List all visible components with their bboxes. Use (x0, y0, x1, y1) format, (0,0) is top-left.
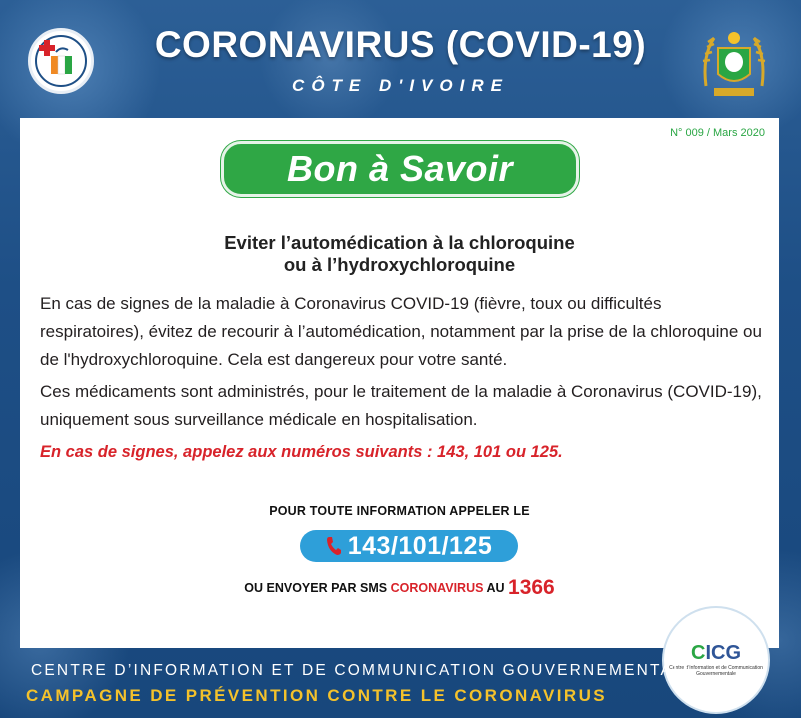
issue-number: N° 009 / Mars 2020 (670, 127, 765, 139)
paragraph-1: En cas de signes de la maladie à Coronavirus COVID-19 (fièvre, toux ou difficultés respiratoires), évitez de recourir à l’automédication, notamment par la prise de la chloroquine ou de l'hydroxychloroquine. Cela est dangereux pour votre santé. (40, 294, 762, 369)
info-call-label: POUR TOUTE INFORMATION APPELER LE (269, 504, 530, 518)
page-title: CORONAVIRUS (COVID-19) (154, 24, 647, 65)
cicg-caption: Centre d'Information et de Communication Gouvernementale (669, 665, 763, 677)
sms-middle: AU (486, 581, 505, 595)
sms-instruction (20, 576, 779, 600)
article-heading (20, 232, 779, 276)
footer-campaign: CAMPAGNE DE PRÉVENTION CONTRE LE CORONAVIRUS (26, 686, 608, 705)
emergency-alert: En cas de signes, appelez aux numéros suivants : 143, 101 ou 125. (40, 443, 563, 461)
coat-of-arms-emblem (694, 26, 774, 104)
phone-numbers-pill (300, 530, 518, 562)
sms-number: 1366 (508, 576, 555, 599)
phone-icon (326, 536, 342, 556)
heading-line-1: Eviter l’automédication à la chloroquine (224, 232, 575, 253)
footer-organization: CENTRE D’INFORMATION ET DE COMMUNICATION GOUVERNEMENTALE (31, 662, 697, 679)
bon-a-savoir-badge: Bon à Savoir (221, 141, 579, 197)
content-card (20, 118, 779, 648)
coat-of-arms-icon (694, 26, 774, 104)
sms-prefix: OU ENVOYER PAR SMS (244, 581, 388, 595)
paragraph-2: Ces médicaments sont administrés, pour le traitement de la maladie à Coronavirus (COVID-19), uniquement sous surveillance médicale en hospitalisation. (40, 382, 762, 429)
sms-keyword: CORONAVIRUS (390, 581, 484, 595)
phone-numbers-text: 143/101/125 (347, 531, 493, 560)
cicg-logo (664, 608, 768, 712)
heading-line-2: ou à l’hydroxychloroquine (283, 254, 516, 275)
page-subtitle: CÔTE D'IVOIRE (292, 76, 509, 95)
cicg-mark: CICG (690, 642, 741, 664)
